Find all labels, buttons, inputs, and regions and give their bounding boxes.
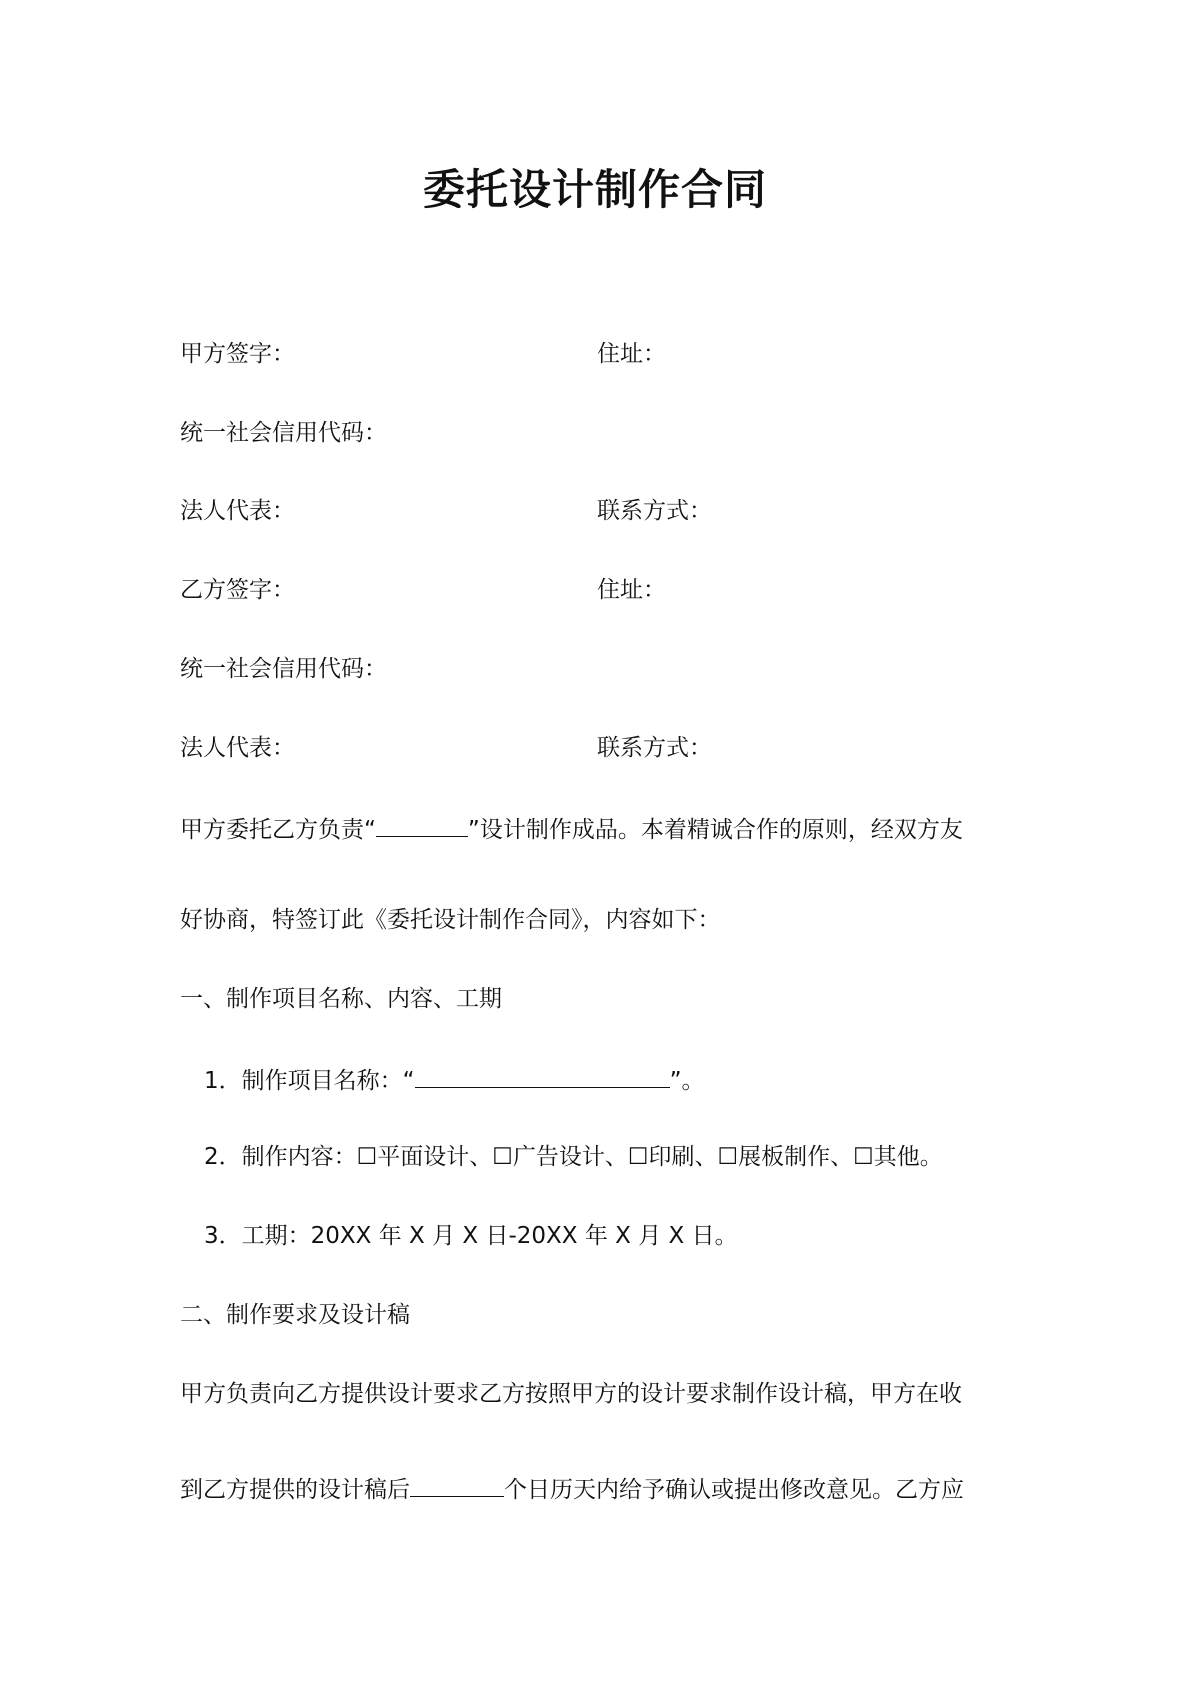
- party-b-contact-label: 联系方式：: [597, 735, 712, 761]
- party-b-sign-label: 乙方签字：: [180, 577, 295, 603]
- section-1-heading: 一、制作项目名称、内容、工期: [180, 986, 502, 1012]
- party-a-address-label: 住址：: [597, 341, 666, 367]
- section-1-item-1: [204, 1061, 704, 1098]
- para-line-2-before: 到乙方提供的设计稿后: [180, 1477, 410, 1503]
- intro-line-2: 好协商，特签订此《委托设计制作合同》，内容如下：: [180, 907, 721, 933]
- party-b-credit-code-label: 统一社会信用代码：: [180, 656, 387, 682]
- intro-line-1: [180, 810, 963, 847]
- party-a-credit-code-label: 统一社会信用代码：: [180, 420, 387, 446]
- para-line-2-after: 个日历天内给予确认或提出修改意见。乙方应: [504, 1477, 964, 1503]
- project-blank: [376, 810, 468, 837]
- party-a-sign-label: 甲方签字：: [180, 341, 295, 367]
- section-1-item-2: 2．制作内容：☐平面设计、☐广告设计、☐印刷、☐展板制作、☐其他。: [204, 1144, 943, 1170]
- intro-line-1-after: ”设计制作成品。本着精诚合作的原则，经双方友: [467, 817, 963, 843]
- party-b-address-label: 住址：: [597, 577, 666, 603]
- party-a-legal-rep-label: 法人代表：: [180, 498, 295, 524]
- party-b-legal-rep-label: 法人代表：: [180, 735, 295, 761]
- item-1-before: 1．制作项目名称：“: [204, 1068, 415, 1094]
- section-1-item-3: 3．工期：20XX 年 X 月 X 日-20XX 年 X 月 X 日。: [204, 1223, 738, 1249]
- days-blank: [410, 1470, 504, 1497]
- item-1-after: ”。: [669, 1068, 705, 1094]
- section-2-heading: 二、制作要求及设计稿: [180, 1302, 410, 1328]
- document-title: 委托设计制作合同: [422, 165, 767, 214]
- section-2-para-line-1: 甲方负责向乙方提供设计要求乙方按照甲方的设计要求制作设计稿，甲方在收: [180, 1381, 962, 1407]
- section-2-para-line-2: [180, 1470, 964, 1507]
- intro-line-1-before: 甲方委托乙方负责“: [180, 817, 376, 843]
- party-a-contact-label: 联系方式：: [597, 498, 712, 524]
- project-name-blank: [415, 1061, 670, 1088]
